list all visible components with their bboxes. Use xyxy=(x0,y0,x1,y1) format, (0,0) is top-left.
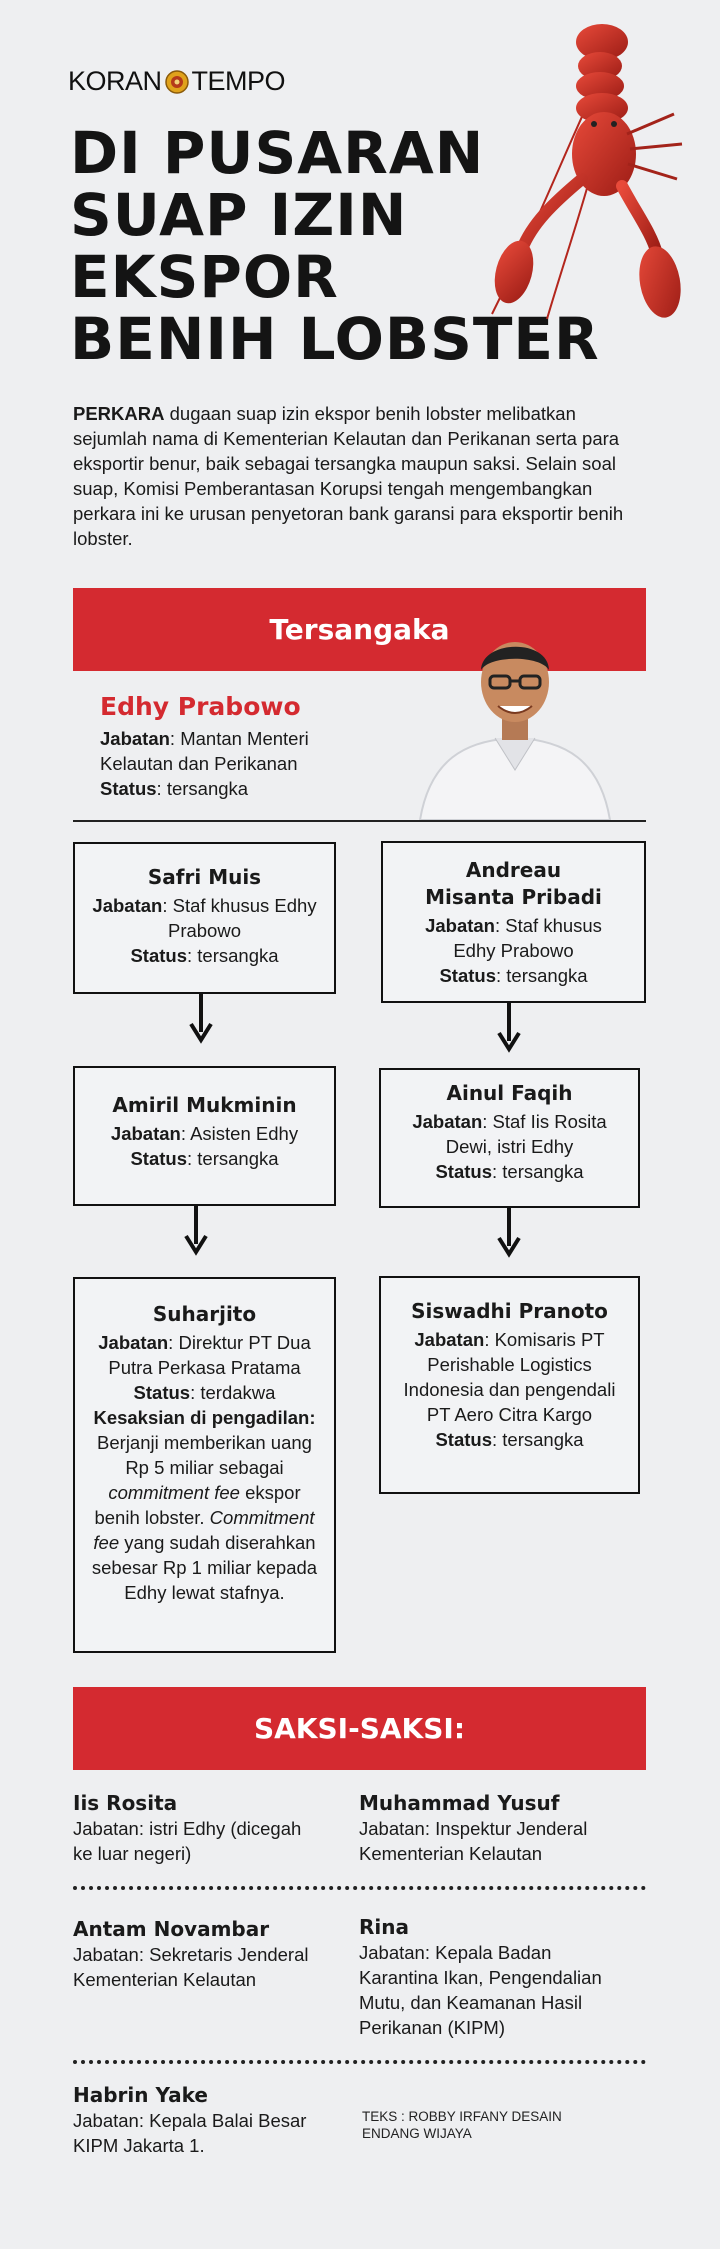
status-value: tersangka xyxy=(502,1161,584,1182)
colon: : xyxy=(156,778,167,799)
suspect-name: Siswadhi Pranoto xyxy=(411,1299,608,1323)
brand-name-left: KORAN xyxy=(68,66,162,96)
suspect-status xyxy=(389,1427,630,1452)
status-value: tersangka xyxy=(197,945,279,966)
witness-item xyxy=(73,1790,363,1866)
witness-item xyxy=(359,1790,649,1866)
status-value: tersangka xyxy=(506,965,588,986)
suspect-card-andreau xyxy=(381,841,646,1003)
status-value: tersangka xyxy=(197,1148,279,1169)
arrow-down-icon xyxy=(497,1003,521,1053)
suspect-status xyxy=(83,943,326,968)
suspect-jabatan xyxy=(389,1109,630,1159)
label-status: Status xyxy=(100,778,157,799)
lobster-illustration xyxy=(452,14,692,324)
label-jabatan: Jabatan xyxy=(110,1123,181,1144)
title-line: BENIH LOBSTER xyxy=(70,305,600,373)
tempo-logo-mark-icon xyxy=(164,69,190,95)
witness-name: Rina xyxy=(359,1915,409,1939)
witness-desc: Jabatan: Sekretaris Jenderal Kementerian Kelautan xyxy=(73,1944,309,1990)
witness-desc: Jabatan: Kepala Balai Besar KIPM Jakarta 1. xyxy=(73,2110,307,2156)
brand-name-right: TEMPO xyxy=(191,66,286,96)
suspect-status xyxy=(85,1380,324,1405)
dotted-divider xyxy=(73,1886,646,1890)
suspect-name: Suharjito xyxy=(152,1302,257,1326)
suspect-jabatan xyxy=(85,1330,324,1380)
credits: TEKS : ROBBY IRFANY DESAIN ENDANG WIJAYA xyxy=(362,2109,562,2141)
colon: : xyxy=(187,1148,198,1169)
witness-name: Iis Rosita xyxy=(73,1791,178,1815)
person-portrait xyxy=(410,610,620,820)
label-jabatan: Jabatan xyxy=(100,728,170,749)
suspect-card-siswadhi xyxy=(379,1276,640,1494)
witness-item xyxy=(73,1916,363,1992)
label-jabatan: Jabatan xyxy=(412,1111,483,1132)
label-status: Status xyxy=(130,945,187,966)
witnesses-title: SAKSI-SAKSI: xyxy=(253,1712,466,1745)
title-line: EKSPOR xyxy=(70,243,339,311)
suspect-name: Ainul Faqih xyxy=(446,1081,573,1105)
label-status: Status xyxy=(435,1161,492,1182)
colon: : xyxy=(482,1111,493,1132)
witness-name: Habrin Yake xyxy=(73,2083,208,2107)
colon: : xyxy=(169,728,181,749)
jabatan-value: Direktur PT Dua Putra Perkasa Pratama xyxy=(108,1332,311,1378)
jabatan-value: Komisaris PT Perishable Logistics Indonesia dan pengendali PT Aero Citra Kargo xyxy=(403,1329,616,1425)
colon: : xyxy=(168,1332,179,1353)
arrow-down-icon xyxy=(497,1208,521,1258)
suspect-jabatan xyxy=(391,913,636,963)
suspect-status xyxy=(391,963,636,988)
suspect-jabatan xyxy=(83,1121,326,1146)
divider xyxy=(73,820,646,822)
label-jabatan: Jabatan xyxy=(425,915,495,936)
label-jabatan: Jabatan xyxy=(92,895,163,916)
witnesses-header xyxy=(73,1687,646,1770)
witness-desc: Jabatan: Inspektur Jenderal Kementerian Kelautan xyxy=(359,1818,588,1864)
witness-desc: Jabatan: Kepala Badan Karantina Ikan, Pengendalian Mutu, dan Keamanan Hasil Perikanan (KIPM) xyxy=(359,1942,602,2038)
suspect-card-suharjito xyxy=(73,1277,336,1653)
colon: : xyxy=(484,1329,495,1350)
arrow-down-icon xyxy=(184,1206,208,1256)
colon: : xyxy=(162,895,173,916)
suspect-name: Safri Muis xyxy=(147,865,262,889)
label-status: Status xyxy=(130,1148,187,1169)
lead-paragraph xyxy=(73,401,653,551)
colon: : xyxy=(187,945,198,966)
label-status: Status xyxy=(133,1382,191,1403)
label-jabatan: Jabatan xyxy=(414,1329,485,1350)
colon: : xyxy=(180,1123,191,1144)
label-status: Status xyxy=(439,965,496,986)
testimony-text: Berjanji memberikan uang Rp 5 miliar sebagai commitment fee ekspor benih lobster. Commitment fee yang sudah diserahkan sebesar Rp 1 miliar kepada Edhy lewat stafnya. xyxy=(91,1432,318,1603)
jabatan-value: Staf khusus Edhy Prabowo xyxy=(453,915,602,961)
colon: : xyxy=(492,1429,503,1450)
status-value: tersangka xyxy=(502,1429,584,1450)
main-suspect-jabatan xyxy=(100,726,350,776)
suspect-name: Amiril Mukminin xyxy=(112,1093,297,1117)
witness-name: Muhammad Yusuf xyxy=(359,1791,560,1815)
jabatan-value: Mantan Menteri Kelautan dan Perikanan xyxy=(100,728,309,774)
lead-kicker: PERKARA xyxy=(73,403,165,424)
brand-logo xyxy=(68,66,285,97)
colon: : xyxy=(494,915,506,936)
colon: : xyxy=(492,1161,503,1182)
jabatan-value: Staf Iis Rosita Dewi, istri Edhy xyxy=(445,1111,607,1157)
title-line: SUAP IZIN xyxy=(70,181,408,249)
dotted-divider xyxy=(73,2060,646,2064)
label-status: Status xyxy=(435,1429,492,1450)
label-jabatan: Jabatan xyxy=(98,1332,169,1353)
main-suspect-name: Edhy Prabowo xyxy=(100,692,301,721)
suspect-card-ainul xyxy=(379,1068,640,1208)
main-suspect-status xyxy=(100,776,350,801)
jabatan-value: Staf khusus Edhy Prabowo xyxy=(167,895,317,941)
arrow-down-icon xyxy=(189,994,213,1044)
testimony-label: Kesaksian di pengadilan: xyxy=(93,1407,316,1428)
colon: : xyxy=(190,1382,201,1403)
jabatan-value: Asisten Edhy xyxy=(190,1123,299,1144)
suspect-status xyxy=(389,1159,630,1184)
suspect-card-safri xyxy=(73,842,336,994)
status-value: terdakwa xyxy=(200,1382,276,1403)
witness-desc: Jabatan: istri Edhy (dicegah ke luar negeri) xyxy=(73,1818,302,1864)
suspect-status xyxy=(83,1146,326,1171)
witness-item xyxy=(73,2082,363,2158)
suspect-jabatan xyxy=(83,893,326,943)
suspect-name: Andreau Misanta Pribadi xyxy=(425,858,602,909)
suspect-jabatan xyxy=(389,1327,630,1427)
suspects-title: Tersangaka xyxy=(269,613,450,646)
suspect-card-amiril xyxy=(73,1066,336,1206)
colon: : xyxy=(496,965,507,986)
status-value: tersangka xyxy=(166,778,249,799)
witness-item xyxy=(359,1914,649,2040)
title-line: DI PUSARAN xyxy=(70,119,485,187)
lead-text: dugaan suap izin ekspor benih lobster melibatkan sejumlah nama di Kementerian Kelautan dan Perikanan serta para eksportir benur, baik sebagai tersangka maupun saksi. Selain soal suap, Komisi Pemberantasan Korupsi tengah mengembangkan perkara ini ke urusan penyetoran bank garansi para eksportir benih lobster. xyxy=(73,403,624,549)
main-suspect-details xyxy=(100,726,350,801)
witness-name: Antam Novambar xyxy=(73,1917,270,1941)
